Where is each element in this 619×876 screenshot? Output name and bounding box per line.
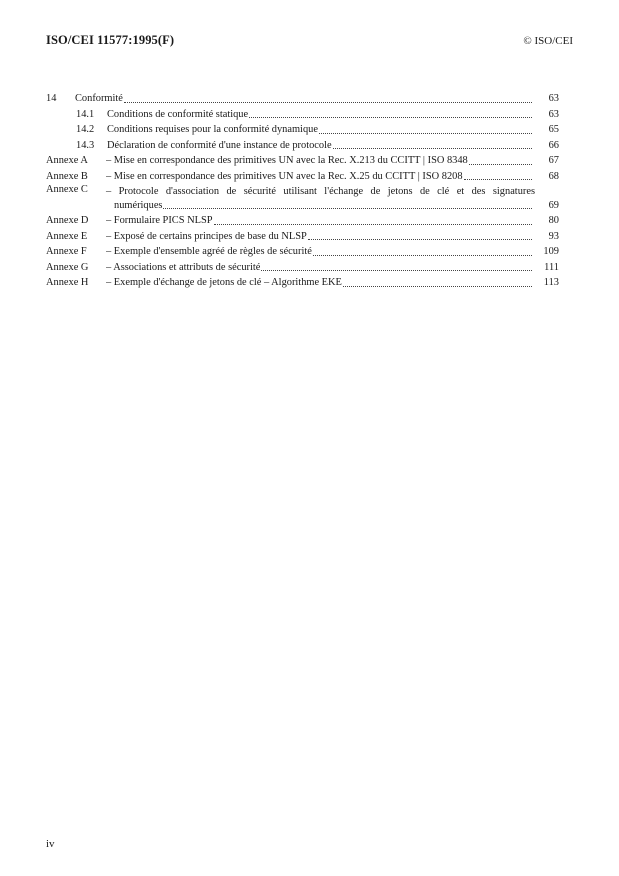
toc-entry-page: 67: [548, 155, 559, 166]
toc-entry-title: – Exemple d'échange de jetons de clé – Algorithme EKE: [106, 277, 342, 288]
dot-leader: [469, 163, 532, 165]
toc-entry-page: 66: [548, 139, 559, 151]
toc-entry-number: Annexe D: [46, 215, 89, 226]
toc-entry-number: Annexe F: [46, 246, 87, 257]
toc-entry-number: Annexe C: [46, 184, 88, 195]
toc-entry-page: 111: [544, 261, 559, 273]
dot-leader: [163, 207, 532, 209]
toc-entry-page: 68: [548, 170, 559, 182]
toc-entry-14[interactable]: [46, 90, 559, 106]
toc-entry-page: 69: [548, 199, 559, 211]
toc-entry-title: – Exposé de certains principes de base du NLSP: [106, 230, 307, 242]
copyright-notice: © ISO/CEI: [523, 35, 573, 47]
dot-leader: [261, 269, 532, 271]
toc-entry-number: 14: [46, 93, 57, 104]
dot-leader: [214, 223, 532, 225]
dot-leader: [124, 101, 532, 103]
toc-entry-number: Annexe B: [46, 170, 88, 182]
dot-leader: [308, 238, 532, 240]
toc-entry-title: Déclaration de conformité d'une instance de protocole: [107, 139, 332, 151]
page-number: iv: [46, 838, 55, 850]
toc-entry-page: 65: [548, 124, 559, 135]
toc-entry-annexe-g[interactable]: [46, 259, 559, 275]
toc-entry-title-line1: – Protocole d'association de sécurité utilisant l'échange de jetons de clé et des signatures: [106, 186, 535, 197]
toc-entry-annexe-b[interactable]: [46, 168, 559, 184]
dot-leader: [319, 132, 532, 134]
toc-entry-number: Annexe E: [46, 230, 88, 242]
toc-entry-title: – Associations et attributs de sécurité: [106, 261, 261, 273]
toc-entry-annexe-h[interactable]: [46, 274, 559, 290]
toc-entry-annexe-d[interactable]: [46, 212, 559, 228]
toc-entry-number: 14.1: [76, 108, 95, 120]
dot-leader: [333, 147, 532, 149]
toc-entry-14-1[interactable]: [46, 106, 559, 122]
toc-entry-title-block: [106, 185, 535, 212]
toc-entry-page: 63: [548, 93, 559, 104]
toc-entry-annexe-c[interactable]: [46, 183, 559, 212]
table-of-contents: [46, 90, 559, 290]
toc-entry-title: Conditions de conformité statique: [107, 108, 249, 120]
toc-entry-title-line2: numériques: [114, 199, 163, 211]
toc-entry-page: 113: [543, 277, 559, 288]
toc-entry-page: 109: [543, 246, 559, 257]
toc-entry-page: 93: [548, 230, 559, 242]
toc-entry-page: 80: [548, 215, 559, 226]
toc-entry-page: 63: [548, 108, 559, 120]
dot-leader: [313, 254, 532, 256]
toc-entry-title: Conformité: [75, 93, 123, 104]
toc-entry-title: – Mise en correspondance des primitives UN avec la Rec. X.213 du CCITT | ISO 8348: [106, 155, 468, 166]
toc-entry-title: – Exemple d'ensemble agréé de règles de sécurité: [106, 246, 312, 257]
toc-entry-number: 14.2: [76, 124, 95, 135]
toc-entry-title: – Formulaire PICS NLSP: [106, 215, 213, 226]
toc-entry-number: Annexe G: [46, 261, 89, 273]
toc-entry-title: – Mise en correspondance des primitives UN avec la Rec. X.25 du CCITT | ISO 8208: [106, 170, 463, 182]
toc-entry-14-3[interactable]: [46, 137, 559, 153]
toc-entry-number: Annexe H: [46, 277, 89, 288]
dot-leader: [343, 285, 532, 287]
toc-entry-title: Conditions requises pour la conformité dynamique: [107, 124, 318, 135]
toc-entry-annexe-a[interactable]: [46, 152, 559, 168]
toc-entry-annexe-f[interactable]: [46, 243, 559, 259]
dot-leader: [249, 116, 532, 118]
toc-entry-number: Annexe A: [46, 155, 88, 166]
toc-entry-annexe-e[interactable]: [46, 228, 559, 244]
dot-leader: [464, 178, 532, 180]
toc-entry-number: 14.3: [76, 139, 95, 151]
document-header-title: ISO/CEI 11577:1995(F): [46, 33, 175, 47]
toc-entry-14-2[interactable]: [46, 121, 559, 137]
